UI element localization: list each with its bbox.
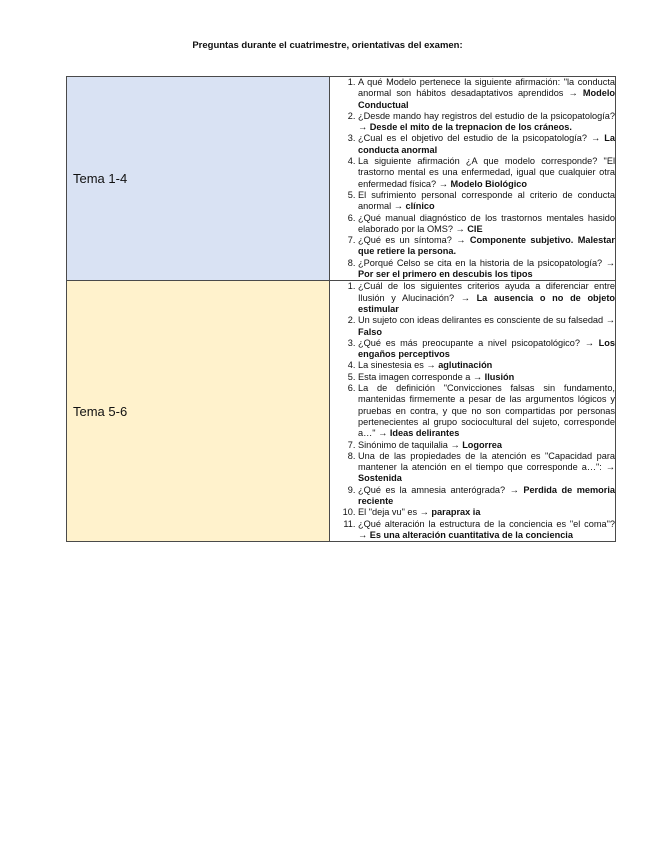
question-item	[358, 156, 615, 190]
question-item	[358, 485, 615, 508]
questions-cell	[330, 77, 616, 281]
question-item	[358, 519, 615, 542]
question-text: ¿Qué manual diagnóstico de los trastornos mentales hasido elaborado por la OMS? →	[358, 212, 615, 234]
question-text: La sinestesia es →	[358, 360, 439, 371]
answer-text: Componente subjetivo. Malestar que retiere la persona.	[358, 235, 615, 257]
answer-text: Sostenida	[358, 473, 402, 484]
answer-text: Logorrea	[462, 439, 503, 450]
question-text: A qué Modelo pertenece la siguiente afirmación: "la conducta anormal son hábitos desadaptativos aprendidos →	[358, 77, 615, 99]
question-text: La siguiente afirmación ¿A que modelo corresponde? "El trastorno mental es una enfermedad, igual que cualquier otra enfermedad física? →	[358, 156, 615, 189]
question-text: Un sujeto con ideas delirantes es consciente de su falsedad →	[358, 315, 615, 326]
question-text: ¿Cuál de los siguientes criterios ayuda a diferenciar entre Ilusión y Alucinación? →	[358, 281, 615, 303]
question-item	[358, 190, 615, 213]
answer-text: Por ser el primero en descubis los tipos	[358, 269, 533, 280]
question-item	[358, 235, 615, 258]
question-text: ¿Porqué Celso se cita en la historia de la psicopatología? →	[358, 257, 615, 268]
question-text: El sufrimiento personal corresponde al criterio de conducta anormal →	[358, 189, 615, 212]
question-item	[358, 451, 615, 485]
questions-cell	[330, 281, 616, 542]
answer-text: La conducta anormal	[358, 133, 615, 155]
question-item	[358, 77, 615, 111]
answer-text: Perdida de memoria reciente	[358, 484, 615, 506]
answer-text: Modelo Biológico	[450, 178, 527, 189]
question-item	[358, 372, 615, 383]
question-list	[330, 77, 615, 280]
question-text: Una de las propiedades de la atención es "Capacidad para mantener la atención en el tiempo que corresponde a…": →	[358, 450, 615, 473]
tema-cell	[67, 281, 330, 542]
question-text: Esta imagen corresponde a →	[358, 371, 485, 382]
answer-text: aglutinación	[438, 360, 493, 371]
answer-text: Ideas delirantes	[389, 428, 460, 439]
answer-text: Desde el mito de la trepnacion de los cráneos.	[369, 122, 572, 133]
question-text: ¿Qué es un síntoma? →	[358, 235, 470, 246]
answer-text: Es una alteración cuantitativa de la conciencia	[369, 529, 573, 540]
answer-text: paraprax ia	[431, 507, 481, 518]
answer-text: CIE	[467, 223, 483, 234]
table-row	[67, 281, 616, 542]
question-item	[358, 133, 615, 156]
tema-label: Tema 1-4	[73, 171, 128, 187]
question-text: La de definición "Convicciones falsas sin fundamento, mantenidas firmemente a pesar de las argumentos lógicos y pruebas en contra, y que no son compartidas por personas pertenecientes al grupo sociocultural del sujeto, corresponde a…" →	[358, 383, 615, 439]
question-text: Sinónimo de taquilalia →	[358, 439, 463, 450]
question-item	[358, 507, 615, 518]
question-text: ¿Qué alteración la estructura de la conciencia es "el coma"? →	[358, 518, 615, 540]
question-item	[358, 383, 615, 439]
tema-cell	[67, 77, 330, 281]
question-text: ¿Cual es el objetivo del estudio de la psicopatología? →	[358, 133, 605, 144]
answer-text: Falso	[358, 326, 382, 337]
table-row	[67, 77, 616, 281]
question-item	[358, 360, 615, 371]
page-title: Preguntas durante el cuatrimestre, orientativas del examen:	[192, 40, 463, 51]
question-text: ¿Qué es la amnesia anterógrada? →	[358, 484, 524, 495]
question-item	[358, 440, 615, 451]
answer-text: Ilusión	[484, 371, 515, 382]
question-text: El "deja vu" es →	[358, 507, 432, 518]
answer-text: Los engaños perceptivos	[358, 337, 615, 360]
tema-label: Tema 5-6	[73, 403, 128, 419]
question-item	[358, 281, 615, 315]
questions-table	[66, 76, 616, 542]
question-list	[330, 281, 615, 541]
question-item	[358, 315, 615, 338]
question-item	[358, 338, 615, 361]
question-item	[358, 213, 615, 236]
answer-text: Modelo Conductual	[358, 88, 615, 110]
question-item	[358, 111, 615, 134]
question-text: ¿Desde mando hay registros del estudio de la psicopatología? →	[358, 110, 615, 133]
answer-text: La ausencia o no de objeto estimular	[358, 292, 616, 314]
question-text: ¿Qué es más preocupante a nivel psicopatológico? →	[358, 337, 599, 348]
answer-text: clínico	[405, 201, 435, 212]
question-item	[358, 258, 615, 281]
